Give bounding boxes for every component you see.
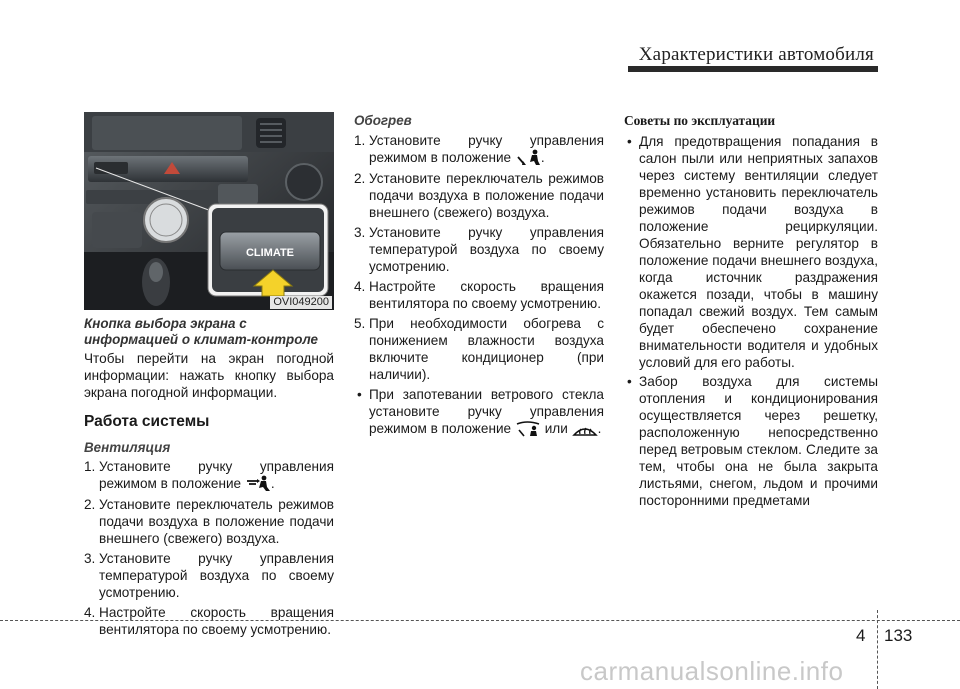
bullet-or: или [544,421,568,437]
figure-caption: Кнопка выбора экрана с информацией о климат-контроле [84,316,318,347]
dashboard-illustration [84,112,334,310]
bullet-text: Для предотвращения попадания в салон пыли или неприятных запахов через систему вентиляции следует временно установить переключатель режимов подачи воздуха в положение рециркуляции. Обязательно верните регулятор в положение подачи внешнего воздуха, когда источник раздражения окажется позади, чтобы в машину попадал свежий воздух. Тем самым будет обеспечено сохранение внимательности водителя и удобных условий для его работы. [639,134,878,370]
step-number: 2. [354,171,366,187]
step-text: При необходимости обогрева с понижением влажности воздуха включите кондиционер (при наличии). [369,316,604,383]
list-item [84,458,334,493]
page-header-title: Характеристики автомобиля [638,44,874,65]
list-item [354,170,604,221]
face-vent-mode-icon [245,475,271,493]
intro-paragraph: Чтобы перейти на экран погодной информации: нажать кнопку выбора экрана погодной информации. [84,351,334,400]
footer-dashed-rule [0,620,960,621]
column-2 [354,112,604,441]
floor-defrost-mode-icon [515,421,541,439]
heating-steps [354,132,604,383]
step-number: 2. [84,497,96,513]
list-item [354,386,604,438]
ventilation-title: Вентиляция [84,440,171,455]
step-number: 3. [84,551,96,567]
bullet-text: Забор воздуха для системы отопления и кондиционирования осуществляется через решетку, расположенную непосредственно перед ветровым стеклом. Следите за тем, чтобы она не была закрыта листьями, снегом, льдом и прочими посторонними предметами [639,374,878,508]
floor-vent-mode-icon [515,149,541,167]
bullet-dot: • [627,374,632,389]
tips-bullet-list [624,133,878,509]
column-3 [624,112,878,511]
list-item [354,278,604,312]
ventilation-steps [84,458,334,638]
list-item [354,224,604,275]
climate-button-photo [84,112,334,310]
watermark: carmanualsonline.info [580,656,844,686]
step-text: Настройте скорость вращения вентилятора по своему усмотрению. [369,279,604,312]
bullet-text: При запотевании ветрового стекла установите ручку управления режимом в положение [369,387,604,437]
step-text: Настройте скорость вращения вентилятора по своему усмотрению. [99,605,334,638]
list-item [84,496,334,547]
step-text: Установите переключатель режимов подачи воздуха в положение подачи внешнего (свежего) воздуха. [369,171,604,221]
chapter-number: 4 [856,626,866,645]
bullet-dot: • [357,387,362,403]
figure-code: OVI049200 [270,296,332,309]
column-1 [84,350,334,641]
list-item [624,373,878,509]
step-number: 4. [354,279,366,295]
step-number: 5. [354,316,366,332]
page-number: 133 [884,626,913,645]
step-text: Установите ручку управления режимом в положение [99,459,334,491]
bullet-tail: . [597,421,602,437]
step-tail: . [270,476,275,491]
step-text: Установите ручку управления режимом в положение [369,133,604,165]
step-number: 1. [84,459,96,474]
bullet-dot: • [627,134,632,149]
step-text: Установите ручку управления температурой воздуха по своему усмотрению. [369,225,604,275]
step-number: 1. [354,133,366,148]
step-number: 4. [84,605,96,621]
climate-button-label: CLIMATE [245,247,295,259]
heating-title: Обогрев [354,113,412,128]
section-title: Работа системы [84,413,210,430]
step-number: 3. [354,225,366,241]
step-tail: . [540,150,545,165]
list-item [624,133,878,371]
list-item [354,315,604,383]
defrost-bullet-list [354,386,604,438]
footer-vertical-rule [877,610,878,689]
tips-title: Советы по эксплуатации [624,113,776,128]
header-rule [628,66,878,72]
list-item [84,550,334,601]
list-item [84,604,334,638]
windshield-defrost-icon [572,421,598,439]
step-text: Установите переключатель режимов подачи воздуха в положение подачи внешнего (свежего) воздуха. [99,497,334,547]
step-text: Установите ручку управления температурой воздуха по своему усмотрению. [99,551,334,601]
list-item [354,132,604,167]
